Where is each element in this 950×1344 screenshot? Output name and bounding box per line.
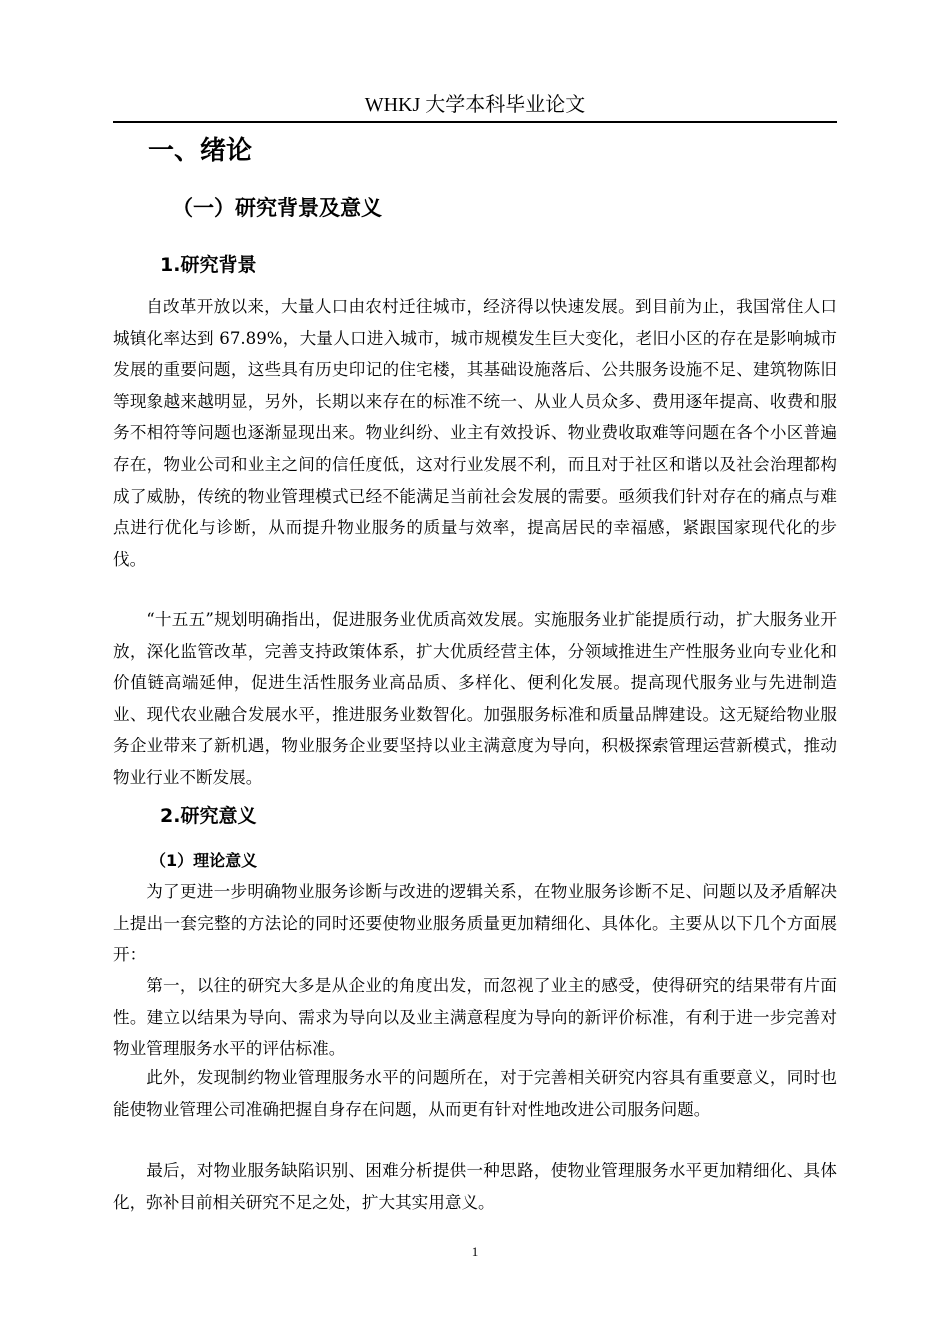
chapter-title: 一、绪论	[148, 136, 253, 166]
paragraph-significance-1: 为了更进一步明确物业服务诊断与改进的逻辑关系，在物业服务诊断不足、问题以及矛盾解决上提出一套完整的方法论的同时还要使物业服务质量更加精细化、具体化。主要从以下几个方面展开：	[113, 882, 837, 965]
paragraph-background-2: “十五五”规划明确指出，促进服务业优质高效发展。实施服务业扩能提质行动，扩大服务业开放，深化监管改革，完善支持政策体系，扩大优质经营主体，分领域推进生产性服务业向专业化和价值链高端延伸，促进生活性服务业高品质、多样化、便利化发展。提高现代服务业与先进制造业、现代农业融合发展水平，推进服务业数智化。加强服务标准和质量品牌建设。这无疑给物业服务企业带来了新机遇，物业服务企业要坚持以业主满意度为导向，积极探索管理运营新模式，推动物业行业不断发展。	[113, 610, 837, 787]
paragraph-significance-4: 最后，对物业服务缺陷识别、困难分析提供一种思路，使物业管理服务水平更加精细化、具体化，弥补目前相关研究不足之处，扩大其实用意义。	[113, 1161, 837, 1212]
subsection-subtitle-theory: （1）理论意义	[150, 851, 258, 870]
paragraph-significance-3: 此外，发现制约物业管理服务水平的问题所在，对于完善相关研究内容具有重要意义，同时也能使物业管理公司准确把握自身存在问题，从而更有针对性地改进公司服务问题。	[113, 1068, 837, 1119]
subsection-title-background: 1.研究背景	[160, 254, 257, 276]
subsection-title-significance: 2.研究意义	[160, 805, 257, 827]
header-divider	[113, 121, 837, 123]
section-title: （一）研究背景及意义	[172, 196, 382, 220]
paragraph-background-1: 自改革开放以来，大量人口由农村迁往城市，经济得以快速发展。到目前为止，我国常住人口城镇化率达到 67.89%，大量人口进入城市，城市规模发生巨大变化，老旧小区的存在是影响城市发展的重要问题，这些具有历史印记的住宅楼，其基础设施落后、公共服务设施不足、建筑物陈旧等现象越来越明显，另外，长期以来存在的标准不统一、从业人员众多、费用逐年提高、收费和服务不相符等问题也逐渐显现出来。物业纠纷、业主有效投诉、物业费收取难等问题在各个小区普遍存在，物业公司和业主之间的信任度低，这对行业发展不利，而且对于社区和谐以及社会治理都构成了威胁，传统的物业管理模式已经不能满足当前社会发展的需要。亟须我们针对存在的痛点与难点进行优化与诊断，从而提升物业服务的质量与效率，提高居民的幸福感，紧跟国家现代化的步伐。	[113, 297, 837, 569]
page-number: 1	[471, 1244, 479, 1259]
paragraph-significance-2: 第一，以往的研究大多是从企业的角度出发，而忽视了业主的感受，使得研究的结果带有片面性。建立以结果为导向、需求为导向以及业主满意程度为导向的新评价标准，有利于进一步完善对物业管理服务水平的评估标准。	[113, 976, 837, 1059]
running-header: WHKJ 大学本科毕业论文	[364, 94, 586, 116]
